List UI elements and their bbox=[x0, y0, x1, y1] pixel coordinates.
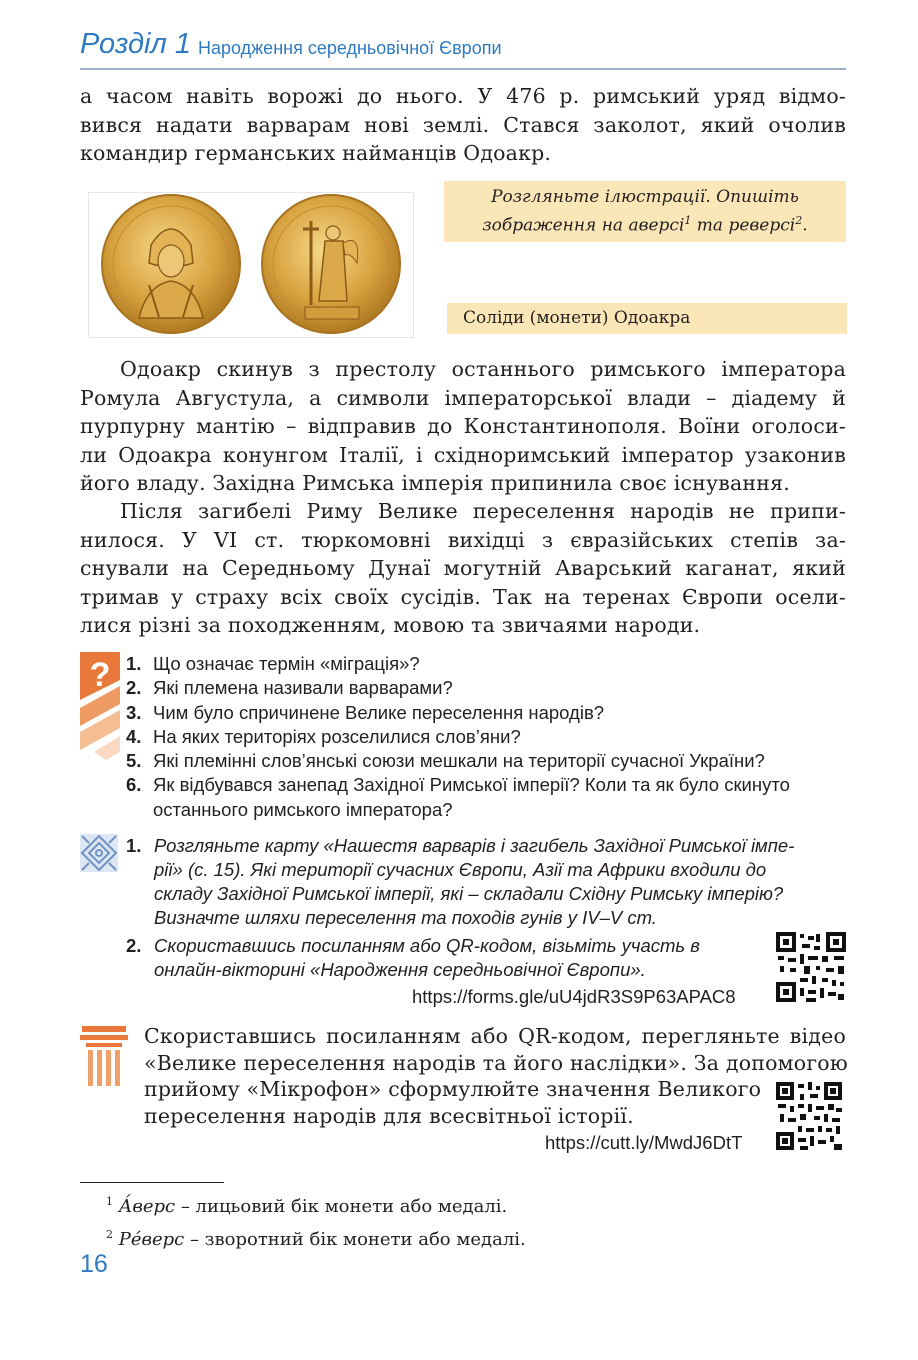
text-line: його владу. Західна Римська імперія припинила своє існування. bbox=[80, 471, 790, 495]
page-number: 16 bbox=[80, 1250, 108, 1278]
task-text: Розгляньте карту «Нашестя варварів і загибель Західної Римської імпе- bbox=[154, 835, 795, 856]
question-text: Чим було спричинене Велике переселення народів? bbox=[153, 701, 605, 723]
text-line: пурпурну мантію – відправив до Константинополя. Воїни оголоси- bbox=[80, 414, 846, 438]
footnote bbox=[106, 1188, 526, 1221]
question-text: Що означає термін «міграція»? bbox=[153, 653, 420, 674]
text-line: тримав у страху всіх своїх сусідів. Так на теренах Європи осели- bbox=[80, 584, 846, 609]
footnote-term: А́верс bbox=[118, 1196, 176, 1217]
qr-code-quiz[interactable] bbox=[776, 932, 846, 1007]
list-item bbox=[126, 701, 790, 725]
question-number: 5. bbox=[126, 750, 142, 772]
footnote-definition: – зворотний бік монети або медалі. bbox=[184, 1229, 526, 1250]
question-number: 6. bbox=[126, 774, 142, 796]
question-icon bbox=[80, 652, 120, 765]
task-text: зображення на аверсі bbox=[482, 215, 685, 236]
question-number: 4. bbox=[126, 725, 142, 747]
list-item bbox=[126, 773, 790, 822]
task-text: Визначте шляхи переселення та походів гунів у IV–V ст. bbox=[154, 907, 657, 928]
section-title: Розділ 1 bbox=[80, 28, 191, 60]
video-link[interactable]: https://cutt.ly/MwdJ6DtT bbox=[545, 1132, 743, 1153]
question-text: Які племена називали варварами? bbox=[153, 677, 453, 699]
paragraph-1 bbox=[80, 355, 846, 498]
task-number: 2. bbox=[126, 935, 142, 956]
video-task bbox=[144, 1023, 846, 1129]
text-line: Скориставшись посиланням або QR-кодом, перегляньте відео bbox=[144, 1024, 846, 1048]
list-item bbox=[126, 749, 790, 773]
footnote-ref: 2 bbox=[795, 214, 803, 227]
task-callout bbox=[444, 181, 846, 242]
question-text: На яких територіях розселилися слов’яни? bbox=[153, 725, 521, 747]
text-line: вився надати варварам нові землі. Стався заколот, який очолив bbox=[80, 112, 846, 137]
text-line: командир германських найманців Одоакр. bbox=[80, 141, 552, 165]
footnote-marker: 2 bbox=[106, 1228, 113, 1241]
task-text: . bbox=[802, 215, 808, 236]
footnote bbox=[106, 1221, 526, 1254]
task-line-2 bbox=[444, 209, 846, 238]
list-item bbox=[126, 934, 848, 982]
footnote-term: Ре́верс bbox=[118, 1229, 185, 1250]
coin-reverse bbox=[262, 195, 400, 333]
paragraph-2 bbox=[80, 497, 846, 640]
text-line: а часом навіть ворожі до нього. У 476 р. римський уряд відмо- bbox=[80, 84, 846, 108]
header-divider bbox=[80, 68, 846, 70]
coins-illustration bbox=[88, 192, 414, 338]
coin-obverse bbox=[102, 195, 240, 333]
text-line: прийому «Мікрофон» сформулюйте значення Великого bbox=[144, 1077, 762, 1101]
footnotes bbox=[106, 1188, 526, 1254]
text-line: лися різні за походженням, мовою та звичаями народи. bbox=[80, 613, 701, 637]
question-text: останнього римського імператора? bbox=[153, 798, 453, 820]
solidus-coins-image bbox=[89, 193, 413, 337]
task-text: та реверсі bbox=[691, 215, 796, 236]
question-number: 2. bbox=[126, 677, 142, 699]
footnote-ref: 1 bbox=[684, 214, 692, 227]
text-line: Після загибелі Риму Велике переселення народів не припи- bbox=[120, 499, 846, 523]
task-text: складу Західної Римської імперії, які – складали Східну Римську імперію? bbox=[154, 883, 784, 904]
question-text: Як відбувався занепад Західної Римської імперії? Коли та як було скинуто bbox=[153, 774, 790, 796]
task-text: онлайн-вікторині «Народження середньовічної Європи». bbox=[154, 959, 646, 980]
task-text: рії» (с. 15). Які території сучасних Європи, Азії та Африки входили до bbox=[154, 859, 767, 880]
text-line: снували на Середньому Дунаї могутній Аварський каганат, який bbox=[80, 556, 846, 580]
question-number: 3. bbox=[126, 701, 142, 723]
tasks-list bbox=[126, 834, 848, 982]
questions-list bbox=[126, 652, 790, 822]
list-item bbox=[126, 676, 790, 700]
text-line: Ромула Августула, а символи імператорської влади – діадему й bbox=[80, 385, 846, 410]
list-item bbox=[126, 652, 790, 676]
list-item bbox=[126, 725, 790, 749]
text-line: «Велике переселення народів та його наслідки». За допомогою bbox=[144, 1050, 848, 1075]
qr-code-video[interactable] bbox=[776, 1082, 842, 1155]
list-item bbox=[126, 834, 848, 930]
task-line-1: Розгляньте ілюстрації. Опишіть bbox=[491, 187, 799, 207]
footnote-definition: – лицьовий бік монети або медалі. bbox=[175, 1196, 508, 1217]
footnote-divider bbox=[80, 1182, 224, 1183]
text-line: Одоакр скинув з престолу останнього римського імператора bbox=[120, 357, 846, 381]
svg-text:?: ? bbox=[89, 656, 111, 694]
question-text: Які племінні слов’янські союзи мешкали на території сучасної України? bbox=[153, 750, 765, 772]
text-line: нилося. У VI ст. тюркомовні вихідці з євразійських степів за- bbox=[80, 527, 846, 552]
question-number: 1. bbox=[126, 653, 142, 674]
footnote-marker: 1 bbox=[106, 1195, 113, 1208]
column-icon bbox=[80, 1026, 128, 1093]
task-text: Скориставшись посиланням або QR-кодом, візьміть участь в bbox=[154, 935, 700, 956]
section-subtitle: Народження середньовічної Європи bbox=[198, 38, 502, 58]
text-line: переселення народів для всесвітньої історії. bbox=[144, 1103, 634, 1128]
coins-caption: Соліди (монети) Одоакра bbox=[447, 303, 847, 334]
ornament-icon bbox=[80, 834, 118, 877]
intro-paragraph bbox=[80, 82, 846, 168]
text-line: ли Одоакра конунгом Італії, і східноримський імператор узаконив bbox=[80, 442, 846, 467]
quiz-link[interactable]: https://forms.gle/uU4jdR3S9P63APAC8 bbox=[412, 986, 736, 1007]
task-number: 1. bbox=[126, 835, 142, 856]
